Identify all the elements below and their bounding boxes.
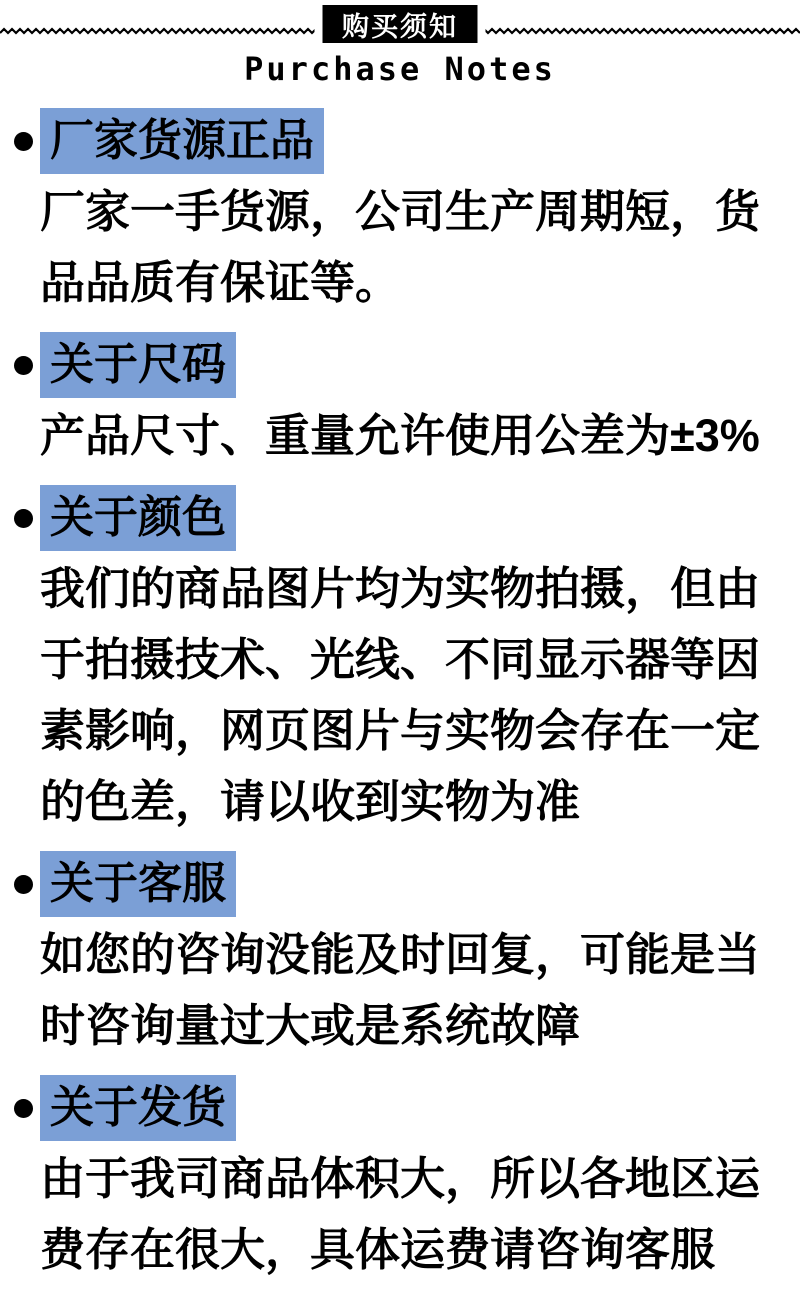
- note-body: 如您的咨询没能及时回复，可能是当时咨询量过大或是系统故障: [40, 929, 761, 1051]
- note-heading: 厂家货源正品: [40, 108, 324, 174]
- bullet-icon: [14, 1099, 33, 1118]
- note-section-shipping: [14, 1075, 786, 1285]
- note-body: 产品尺寸、重量允许使用公差为±3%: [40, 410, 760, 461]
- note-heading-row: [14, 108, 786, 174]
- note-heading: 关于发货: [40, 1075, 236, 1141]
- bullet-icon: [14, 132, 33, 151]
- bullet-icon: [14, 875, 33, 894]
- note-heading: 关于颜色: [40, 485, 236, 551]
- note-body: 厂家一手货源，公司生产周期短，货品品质有保证等。: [40, 186, 761, 308]
- note-heading-row: [14, 1075, 786, 1141]
- bullet-icon: [14, 356, 33, 375]
- note-section-service: [14, 851, 786, 1061]
- note-heading-row: [14, 485, 786, 551]
- header: [0, 0, 800, 88]
- banner-row: [0, 5, 800, 49]
- note-section-color: [14, 485, 786, 837]
- note-heading: 关于尺码: [40, 332, 236, 398]
- note-heading-row: [14, 332, 786, 398]
- note-body: 我们的商品图片均为实物拍摄，但由于拍摄技术、光线、不同显示器等因素影响，网页图片与实物会存在一定的色差，请以收到实物为准: [40, 563, 761, 827]
- note-section-size: [14, 332, 786, 471]
- page-title-en: Purchase Notes: [244, 50, 556, 88]
- bullet-icon: [14, 509, 33, 528]
- note-heading: 关于客服: [40, 851, 236, 917]
- note-body: 由于我司商品体积大，所以各地区运费存在很大，具体运费请咨询客服: [40, 1153, 761, 1275]
- note-heading-row: [14, 851, 786, 917]
- note-section-authentic: [14, 108, 786, 318]
- page-title-cn: 购买须知: [342, 11, 458, 42]
- notes-list: [0, 88, 800, 1285]
- title-banner: [315, 5, 486, 43]
